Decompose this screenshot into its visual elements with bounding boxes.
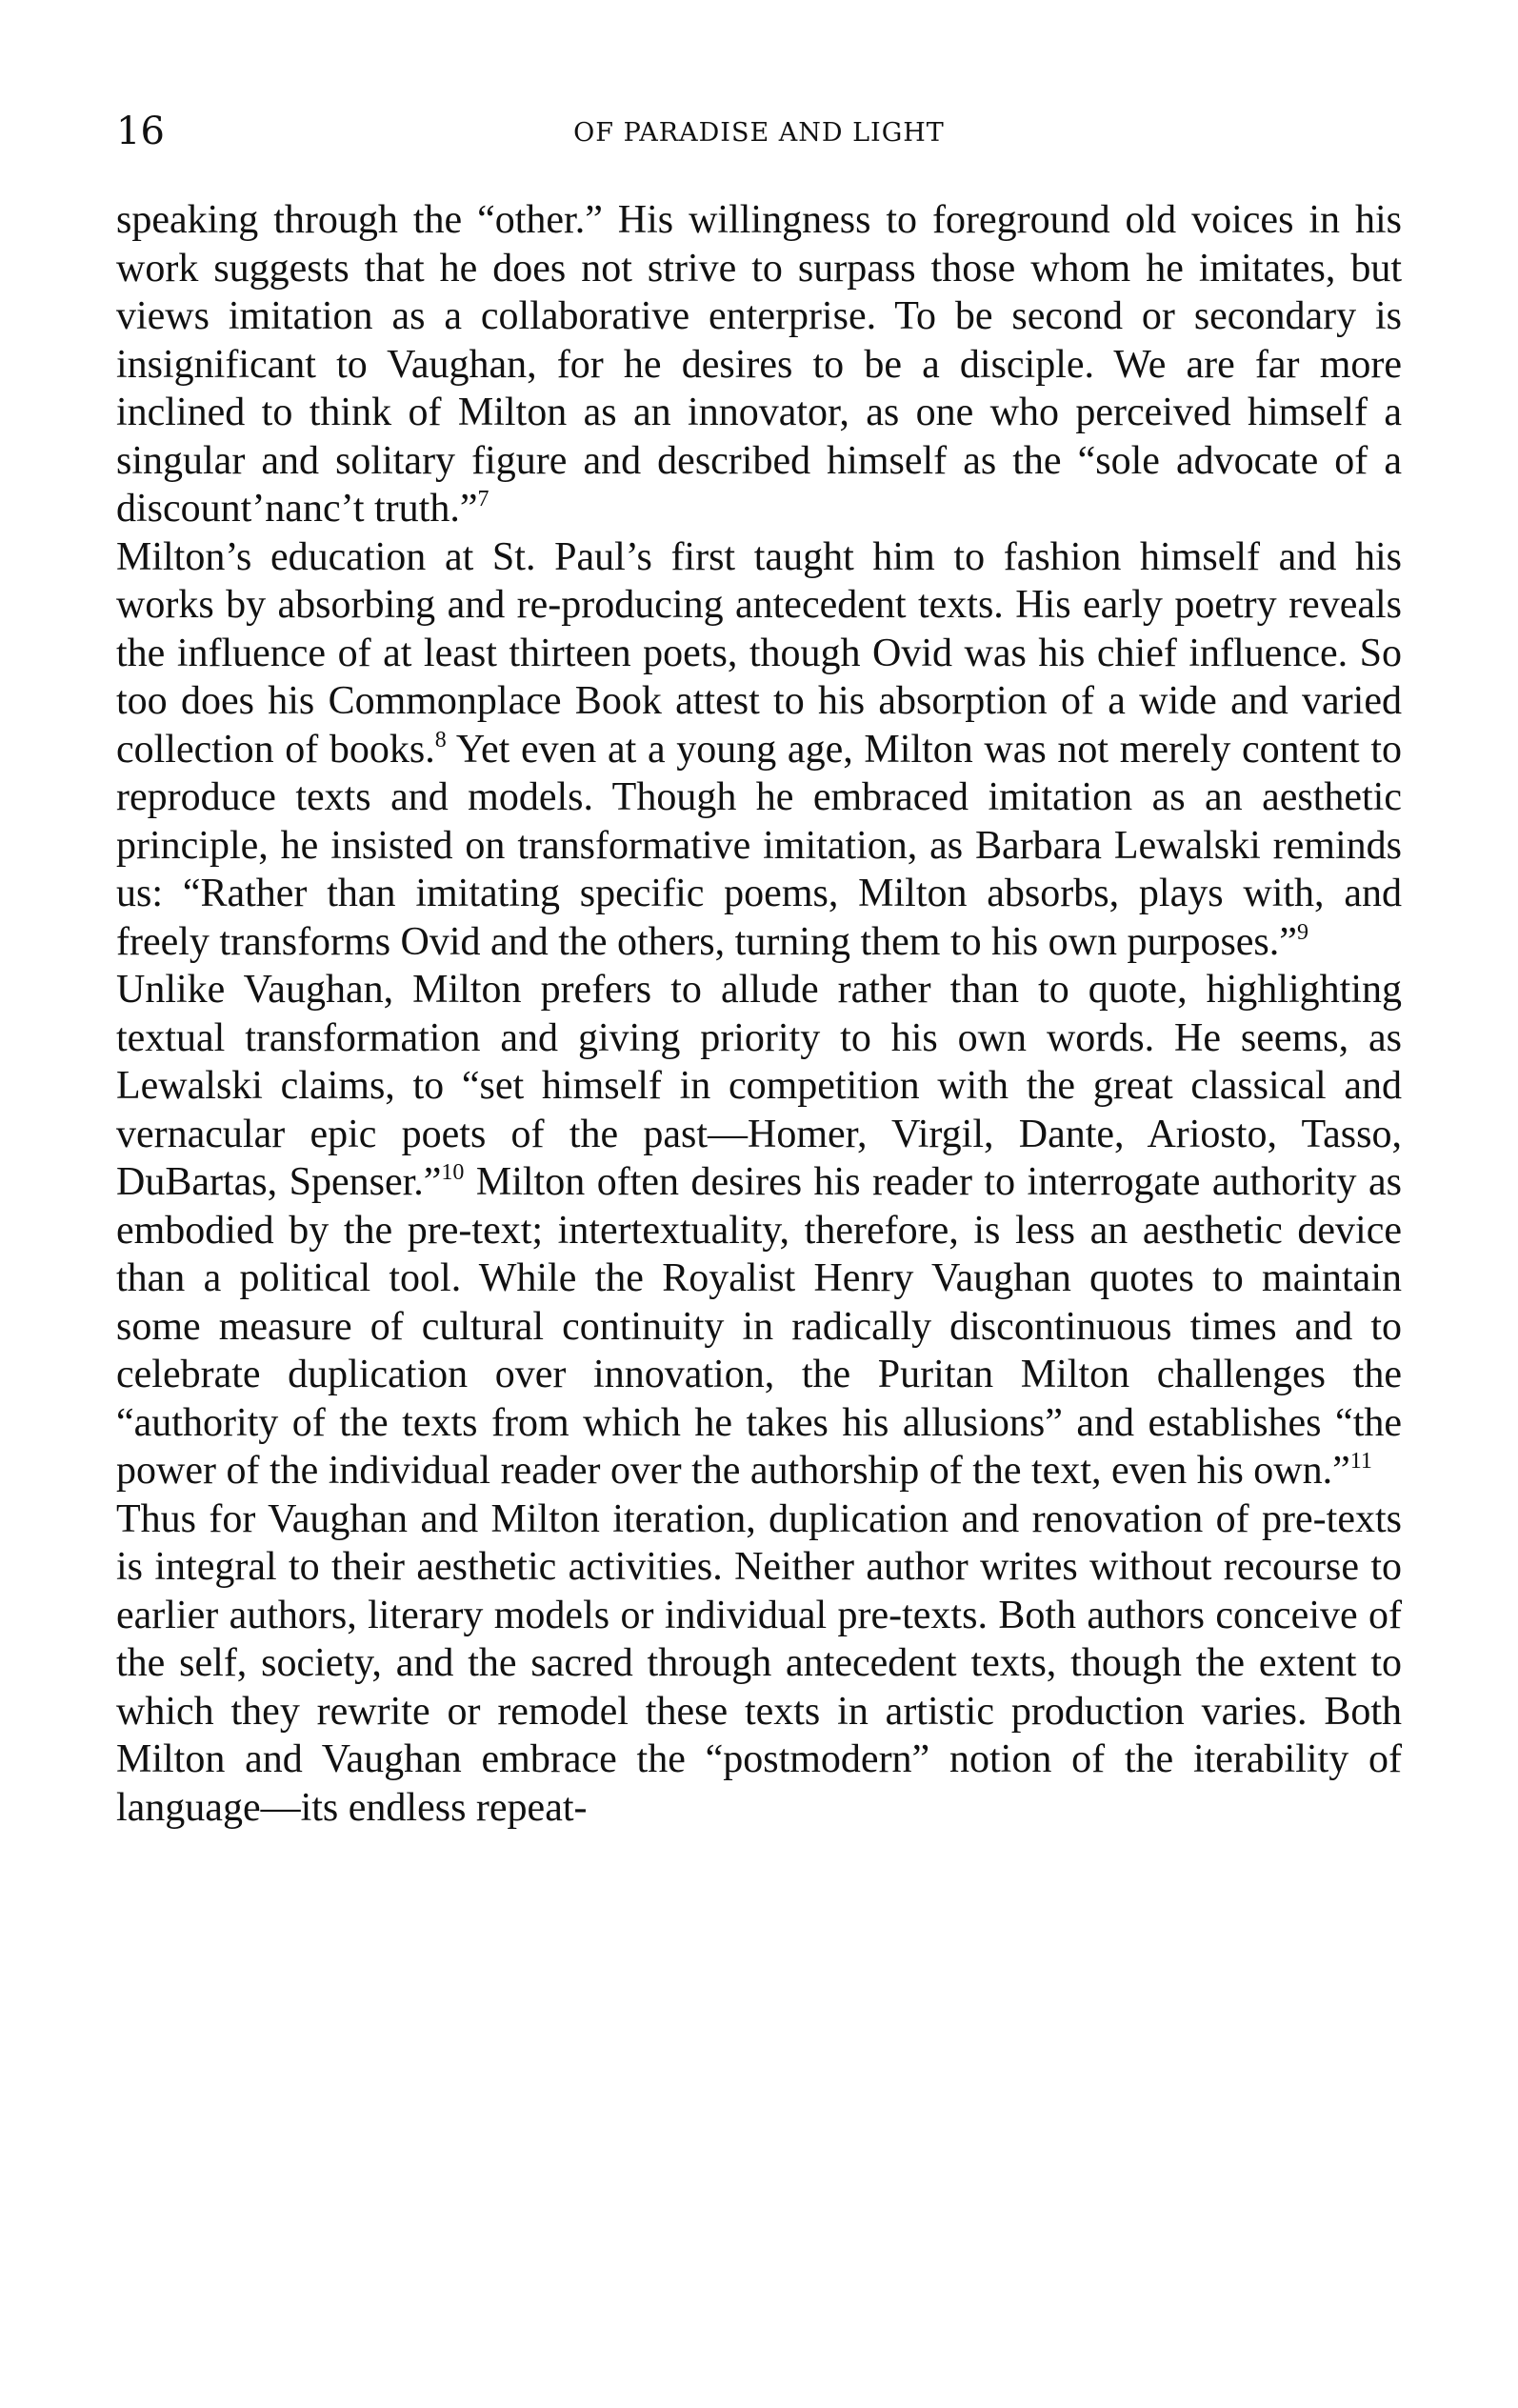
page-header [116,103,1402,160]
paragraph-1-text: speaking through the “other.” His willingness to foreground old voices in his work suggests that he does not strive to surpass those whom he imitates, but views imitation as a collaborative enterprise. To be second or secondary is insignificant to Vaughan, for he desires to be a disciple. We are far more inclined to think of Milton as an innovator, as one who perceived himself a singular and solitary figure and described himself as the “sole advocate of a discount’nanc’t truth.” [116,198,1402,531]
paragraph-2-text: Milton’s education at St. Paul’s first taught him to fashion himself and his works by absorbing and re-producing antecedent texts. His early poetry reveals the influence of at least thirteen poets, though Ovid was his chief influence. So too does his Commonplace Book attest to his absorption of a wide and varied collection of books. [116,534,1402,772]
footnote-ref-10: 10 [441,1160,465,1185]
footnote-ref-7: 7 [477,487,489,512]
running-head: OF PARADISE AND LIGHT [573,118,945,148]
footnote-ref-8: 8 [434,727,447,752]
paragraph-3 [116,966,1402,1495]
footnote-ref-11: 11 [1349,1449,1372,1474]
footnote-ref-9: 9 [1296,919,1308,945]
paragraph-1 [116,196,1402,533]
paragraph-3-text: Unlike Vaughan, Milton prefers to allude rather than to quote, highlighting textual transformation and giving priority to his own words. He seems, as Lewalski claims, to “set himself in competition with the great classical and vernacular epic poets of the past—Homer, Virgil, Dante, Ariosto, Tasso, DuBartas, Spenser.” [116,968,1402,1204]
page-number: 16 [116,110,165,153]
paragraph-4 [116,1495,1402,1833]
paragraph-3-text-cont: Milton often desires his reader to interrogate authority as embodied by the pre-text; intertextuality, therefore, is less an aesthetic device than a political tool. While the Royalist Henry Vaughan quotes to maintain some measure of cultural continuity in radically discontinuous times and to celebrate duplication over innovation, the Puritan Milton challenges the “authority of the texts from which he takes his allusions” and establishes “the power of the individual reader over the authorship of the text, even his own.” [116,1160,1402,1493]
paragraph-2-text-cont: Yet even at a young age, Milton was not merely content to reproduce texts and models. Though he embraced imitation as an aesthetic principle, he insisted on transformative imitation, as Barbara Lewalski reminds us: “Rather than imitating specific poems, Milton absorbs, plays with, and freely transforms Ovid and the others, turning them to his own purposes.” [116,727,1402,964]
body-text [116,196,1402,1832]
paragraph-4-text: Thus for Vaughan and Milton iteration, duplication and renovation of pre-texts is integral to their aesthetic activities. Neither author writes without recourse to earlier authors, literary models or individual pre-texts. Both authors conceive of the self, society, and the sacred through antecedent texts, though the extent to which they rewrite or remodel these texts in artistic production varies. Both Milton and Vaughan embrace the “postmodern” notion of the iterability of language—its endless repeat- [116,1496,1402,1830]
paragraph-2 [116,533,1402,967]
